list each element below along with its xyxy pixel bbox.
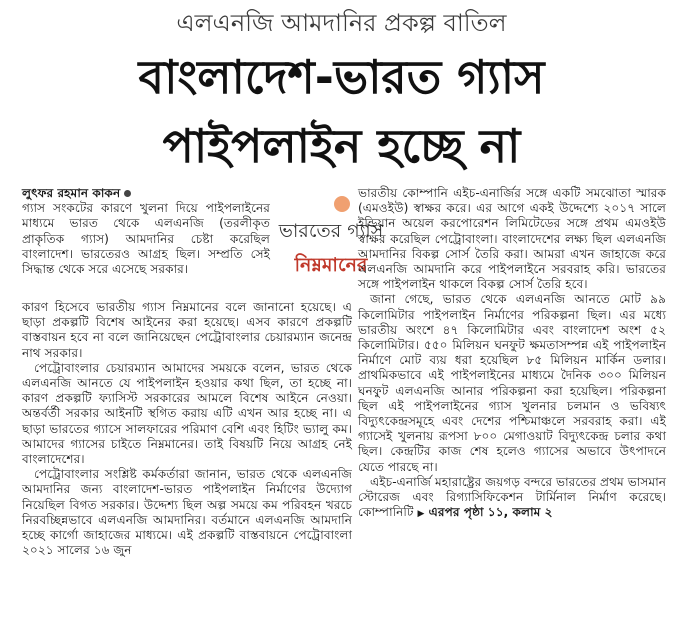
headline-line-1: বাংলাদেশ-ভারত গ্যাস	[138, 50, 545, 104]
byline-dot-icon	[124, 190, 131, 197]
paragraph: পেট্রোবাংলার চেয়ারম্যান আমাদের সময়কে বলেন, ভারত থেকে এলএনজি আনতে যে পাইপলাইন হওয়ার কথা ছিল, তা হচ্ছে না। কারণ প্রকল্পটি ফ্যাসিস্ট সরকারের আমলে বিশেষ আইনে নেওয়া। অন্তর্বর্তী সরকার আইনটি স্থগিত করায় এটি এখন আর হচ্ছে না। এ ছাড়া ভারতের গ্যাসে সালফারের পরিমাণ বেশি এবং হিটিং ভ্যালু কম। আমাদের গ্যাসের চাইতে নিম্নমানের। তাই বিষয়টি নিয়ে আগ্রহ নেই বাংলাদেশের।	[22, 360, 352, 467]
byline-text: লুৎফর রহমান কাকন	[22, 186, 121, 200]
triangle-right-icon: ▶	[417, 509, 425, 520]
article-column-right	[358, 186, 666, 522]
kicker: এলএনজি আমদানির প্রকল্প বাতিল	[176, 9, 507, 37]
pull-quote-dot-icon	[334, 196, 350, 212]
continued-on-page-link[interactable]	[417, 505, 552, 519]
article-column-left-bottom	[22, 300, 352, 558]
paragraph: গ্যাস সংকটের কারণে খুলনা দিয়ে পাইপলাইনের মাধ্যমে ভারত থেকে এলএনজি (তরলীকৃত প্রাকৃতিক গ্যাস) আমদানির চেষ্টা করেছিল বাংলাদেশ। ভারতেরও আগ্রহ ছিল। সম্প্রতি সেই সিদ্ধান্ত থেকে সরে এসেছে সরকার।	[22, 201, 270, 277]
headline-line-2: পাইপলাইন হচ্ছে না	[162, 119, 521, 173]
paragraph	[358, 475, 666, 523]
paragraph-text: এইচ-এনার্জি মহারাষ্ট্রের জয়গড় বন্দরে ভারতের প্রথম ভাসমান স্টোরেজ এবং রিগ্যাসিফিকেশন টার্মিনাল নির্মাণ করেছে। কোম্পানিটি	[358, 474, 666, 520]
paragraph: কারণ হিসেবে ভারতীয় গ্যাস নিম্নমানের বলে জানানো হয়েছে। এ ছাড়া প্রকল্পটি বিশেষ আইনের করা হয়েছে। এসব কারণে প্রকল্পটি বাস্তবায়ন হবে না বলে জানিয়েছেন পেট্রোবাংলার চেয়ারম্যান জনেন্দ্র নাথ সরকার।	[22, 300, 352, 360]
pull-quote-line-2: নিম্নমানের	[294, 254, 368, 276]
paragraph: জানা গেছে, ভারত থেকে এলএনজি আনতে মোট ৯৯ কিলোমিটার পাইপলাইন নির্মাণের পরিকল্পনা ছিল। এর মধ্যে ভারতীয় অংশে ৪৭ কিলোমিটার এবং বাংলাদেশ অংশ ৫২ কিলোমিটার। ৫৫০ মিলিয়ন ঘনফুট ক্ষমতাসম্পন্ন এই পাইপলাইন নির্মাণে মোট ব্যয় ধরা হয়েছিল ৮৫ মিলিয়ন মার্কিন ডলার। প্রাথমিকভাবে এই পাইপলাইনের মাধ্যমে দৈনিক ৩০০ মিলিয়ন ঘনফুট এলএনজি আনার পরিকল্পনা করা হয়েছিল। পরিকল্পনা ছিল এই পাইপলাইনের গ্যাস খুলনার চলমান ও ভবিষ্যৎ বিদ্যুৎকেন্দ্রসমূহে এবং দেশের পশ্চিমাঞ্চলে সরবরাহ করা। এই গ্যাসেই খুলনায় রূপসা ৮০০ মেগাওয়াট বিদ্যুৎকেন্দ্র চলার কথা ছিল। কেন্দ্রটির কাজ শেষ হলেও গ্যাসের অভাবে উৎপাদনে যেতে পারছে না।	[358, 292, 666, 474]
paragraph: পেট্রোবাংলার সংশ্লিষ্ট কর্মকর্তারা জানান, ভারত থেকে এলএনজি আমদানির জন্য বাংলাদেশ-ভারত পাইপলাইন নির্মাণের উদ্যোগ নিয়েছিল বিগত সরকার। উদ্দেশ্য ছিল অল্প সময়ে কম পরিবহন খরচে নিরবচ্ছিন্নভাবে এলএনজি আমদানির। বর্তমানে এলএনজি আমদানি হচ্ছে কার্গো জাহাজের মাধ্যমে। এই প্রকল্পটি বাস্তবায়নে পেট্রোবাংলা ২০২১ সালের ১৬ জুন	[22, 467, 352, 558]
pull-quote-line-1: ভারতের গ্যাস	[278, 220, 384, 242]
jump-text: এরপর পৃষ্ঠা ১১, কলাম ২	[428, 505, 553, 520]
paragraph: ভারতীয় কোম্পানি এইচ-এনার্জির সঙ্গে একটি সমঝোতা স্মারক (এমওইউ) স্বাক্ষর করে। এর আগে একই উদ্দেশ্যে ২০১৭ সালে ইন্ডিয়ান অয়েল করপোরেশন লিমিটেডের সঙ্গে প্রথম এমওইউ স্বাক্ষর করেছিল পেট্রোবাংলা। বাংলাদেশের লক্ষ্য ছিল এলএনজি আমদানির বিকল্প সোর্স তৈরি করা। আমরা এখন জাহাজে করে এলএনজি আমদানি করে পাইপলাইনে সরবরাহ করি। ভারতের সঙ্গে পাইপলাইন থাকলে বিকল্প সোর্স তৈরি হবে।	[358, 186, 666, 292]
